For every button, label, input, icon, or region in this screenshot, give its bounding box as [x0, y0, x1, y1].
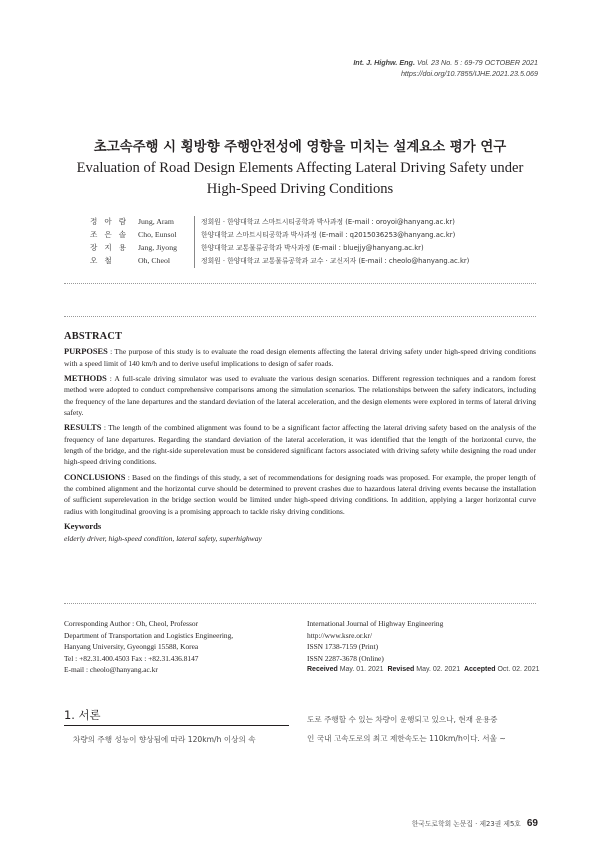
keywords-heading: Keywords [64, 521, 102, 532]
pub-dates [307, 664, 539, 676]
author-name-english: Jung, Aram [138, 217, 174, 226]
author-row [90, 241, 469, 254]
doi-link[interactable]: https://doi.org/10.7855/IJHE.2021.23.5.069 [400, 69, 538, 78]
author-affiliation: 한양대학교 교통물류공학과 박사과정 (E-mail : bluejjy@hanyang.ac.kr) [194, 242, 424, 255]
corr-line: Corresponding Author : Oh, Cheol, Professor [64, 619, 199, 628]
keywords-text: elderly driver, high-speed condition, lateral safety, superhighway [64, 533, 262, 543]
author-name-english: Cho, Eunsol [138, 230, 177, 239]
abstract-conclusions [64, 472, 536, 517]
author-affiliation: 정회원 · 한양대학교 스마트시티공학과 박사과정 (E-mail : oroyoi@hanyang.ac.kr) [194, 216, 455, 229]
title-english-line2: High-Speed Driving Conditions [206, 181, 394, 197]
abstract-purposes [64, 346, 536, 369]
divider-dotted [64, 283, 536, 284]
author-name-korean: 조 은 솔 [90, 230, 129, 239]
corr-email[interactable]: E-mail : cheolo@hanyang.ac.kr [64, 665, 158, 675]
accepted-date: Oct. 02. 2021 [497, 666, 540, 674]
corresponding-author-block [64, 618, 233, 676]
abstract-heading: ABSTRACT [64, 331, 123, 342]
conclusions-text: : Based on the findings of this study, a set of recommendations for designing roads was proposed. For example, the proper length of the combined alignment and the horizontal curve should be determined to prevent crashes due to hazardous lateral driving events because the installation of sufficient superelevation in the bridge section would be limited under high-speed driving conditions. In addition, applying a larger horizontal curve radius with longitudinal grooving is a promising approach to tackle risky driving conditions. [64, 472, 536, 516]
author-row [90, 215, 469, 228]
results-label: RESULTS [64, 423, 102, 433]
title-english-line1: Evaluation of Road Design Elements Affecting Lateral Driving Safety under [76, 160, 524, 176]
footer-journal: 한국도로학회 논문집 · 제23권 제5호 [411, 820, 521, 828]
author-list [90, 215, 469, 267]
purposes-label: PURPOSES [64, 347, 108, 357]
page-footer [412, 818, 538, 829]
body-text-right [307, 710, 539, 748]
pub-issn-online: ISSN 2287-3678 (Online) [307, 653, 384, 663]
body-line: 도로 주행할 수 있는 차량이 운행되고 있으나, 현재 운용중 [307, 715, 498, 724]
corr-line: Department of Transportation and Logistics Engineering, [64, 630, 234, 640]
corr-line: Hanyang University, Gyeonggi 15588, Korea [64, 642, 199, 652]
author-name-english: Oh, Cheol [138, 256, 171, 265]
accepted-label: Accepted [463, 666, 496, 674]
divider-dotted [64, 316, 536, 317]
received-label: Received [307, 666, 338, 674]
methods-label: METHODS [64, 374, 107, 384]
revised-date: May. 02. 2021 [416, 666, 461, 674]
methods-text: : A full-scale driving simulator was used to evaluate the various design scenarios. Different regression techniques and a random forest method were adopted to conduct comprehensive comparisons among the simulation scenarios. The relationships between the safety indicators, including the frequency of the lane departures and the standard deviation of the lateral acceleration, and the design elements were explored in terms of lateral driving safety. [64, 374, 536, 417]
journal-reference [353, 57, 538, 79]
title-english [0, 158, 600, 200]
section-title-introduction: 1. 서론 [64, 708, 101, 722]
divider-dotted [64, 603, 536, 604]
volume-info: Vol. 23 No. 5 : 69-79 OCTOBER 2021 [416, 58, 538, 67]
corr-line: Tel : +82.31.400.4503 Fax : +82.31.436.8147 [64, 653, 199, 663]
publication-info-block [307, 618, 539, 676]
page-number: 69 [526, 818, 538, 829]
body-line: 인 국내 고속도로의 최고 제한속도는 110km/h이다. 서울 ~ [307, 734, 506, 743]
abstract-methods [64, 373, 536, 418]
purposes-text: : The purpose of this study is to evaluate the road design elements affecting the lateral driving safety under high-speed driving conditions with a speed limit of 140 km/h and to derive useful implications to design of safer roads. [64, 347, 536, 368]
title-korean: 초고속주행 시 횡방향 주행안전성에 영향을 미치는 설계요소 평가 연구 [93, 140, 507, 155]
author-name-english: Jang, Jiyong [138, 243, 177, 252]
author-affiliation: 정회원 · 한양대학교 교통물류공학과 교수 · 교신저자 (E-mail : cheolo@hanyang.ac.kr) [194, 255, 469, 268]
pub-journal: International Journal of Highway Engineering [307, 619, 444, 628]
abstract-section [64, 331, 536, 544]
pub-issn-print: ISSN 1738-7159 (Print) [307, 642, 379, 652]
received-date: May. 01. 2021 [339, 666, 384, 674]
abstract-results [64, 422, 536, 467]
results-text: : The length of the combined alignment was found to be a significant factor affecting the lateral driving safety based on the analysis of the frequency of lane departures. Regarding the standard deviation of the lateral acceleration, it was identified that the length of the horizontal curve, the length of the bridge, and the right-side superelevation must be considered significant factors associated with driving safety while designing the road under high-speed driving conditions. [64, 423, 536, 467]
author-name-korean: 정 아 람 [90, 217, 129, 226]
journal-citation [353, 57, 538, 68]
author-name-korean: 장 지 용 [90, 243, 129, 252]
author-row [90, 254, 469, 267]
body-text-left: 차량의 주행 성능이 향상됨에 따라 120km/h 이상의 속 [73, 735, 256, 744]
revised-label: Revised [387, 666, 415, 674]
author-name-korean: 오 철 [90, 256, 114, 265]
author-affiliation: 한양대학교 스마트시티공학과 박사과정 (E-mail : q2015036253@hanyang.ac.kr) [194, 229, 455, 242]
journal-name: Int. J. Highw. Eng. [353, 58, 415, 67]
pub-url[interactable]: http://www.ksre.or.kr/ [307, 630, 373, 640]
section-rule [64, 725, 289, 726]
conclusions-label: CONCLUSIONS [64, 472, 126, 482]
author-row [90, 228, 469, 241]
